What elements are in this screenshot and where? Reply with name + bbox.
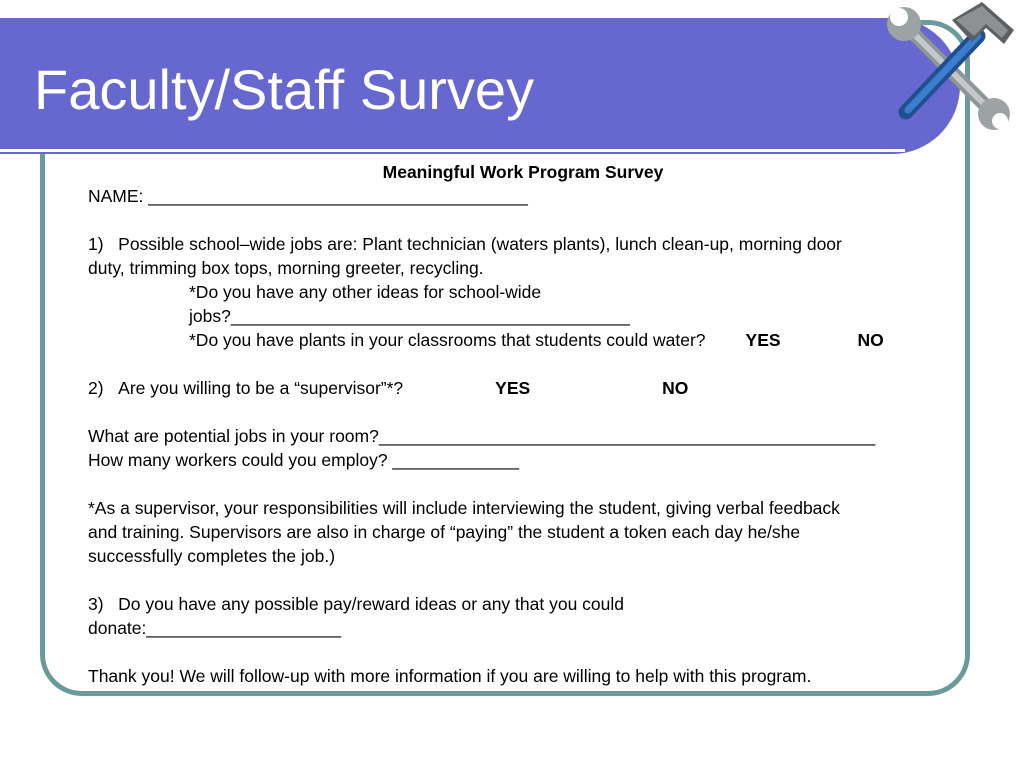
question-1-sub-2-text: *Do you have plants in your classrooms that students could water? <box>189 330 706 350</box>
supervisor-note-line-3: successfully completes the job.) <box>88 546 336 566</box>
hammer-icon <box>906 2 1014 112</box>
question-1-line-2: duty, trimming box tops, morning greeter, recycling. <box>88 258 484 278</box>
question-1-sub-1-line-1: *Do you have any other ideas for school-wide <box>189 282 542 302</box>
title-band <box>0 18 960 154</box>
survey-content <box>88 160 958 688</box>
question-3-line-1: 3) Do you have any possible pay/reward ideas or any that you could <box>88 594 625 614</box>
question-1-sub-1-line-2: jobs?_________________________________________ <box>189 306 630 326</box>
name-field: NAME: _______________________________________ <box>88 186 528 206</box>
potential-jobs-field: What are potential jobs in your room?___________________________________________________ <box>88 426 876 446</box>
tools-wrench-hammer-icon <box>886 0 1020 134</box>
supervisor-note-line-1: *As a supervisor, your responsibilities will include interviewing the student, giving verbal feedback <box>88 498 840 518</box>
question-1-no: NO <box>857 330 884 350</box>
question-2-text: 2) Are you willing to be a “supervisor”*? <box>88 378 404 398</box>
workers-field: How many workers could you employ? _____________ <box>88 450 519 470</box>
thank-you-note: Thank you! We will follow-up with more information if you are willing to help with this program. <box>88 666 812 686</box>
title-underline <box>0 149 905 152</box>
question-1-yes: YES <box>745 330 781 350</box>
question-2 <box>88 376 958 400</box>
question-2-yes: YES <box>495 378 531 398</box>
question-3-line-2: donate:____________________ <box>88 618 342 638</box>
slide-title: Faculty/Staff Survey <box>34 58 535 121</box>
question-1-line-1: 1) Possible school–wide jobs are: Plant technician (waters plants), lunch clean-up, morning door <box>88 234 842 254</box>
supervisor-note-line-2: and training. Supervisors are also in charge of “paying” the student a token each day he/she <box>88 522 801 542</box>
question-2-no: NO <box>662 378 689 398</box>
survey-heading: Meaningful Work Program Survey <box>382 162 664 182</box>
question-1-sub-2 <box>88 328 958 352</box>
